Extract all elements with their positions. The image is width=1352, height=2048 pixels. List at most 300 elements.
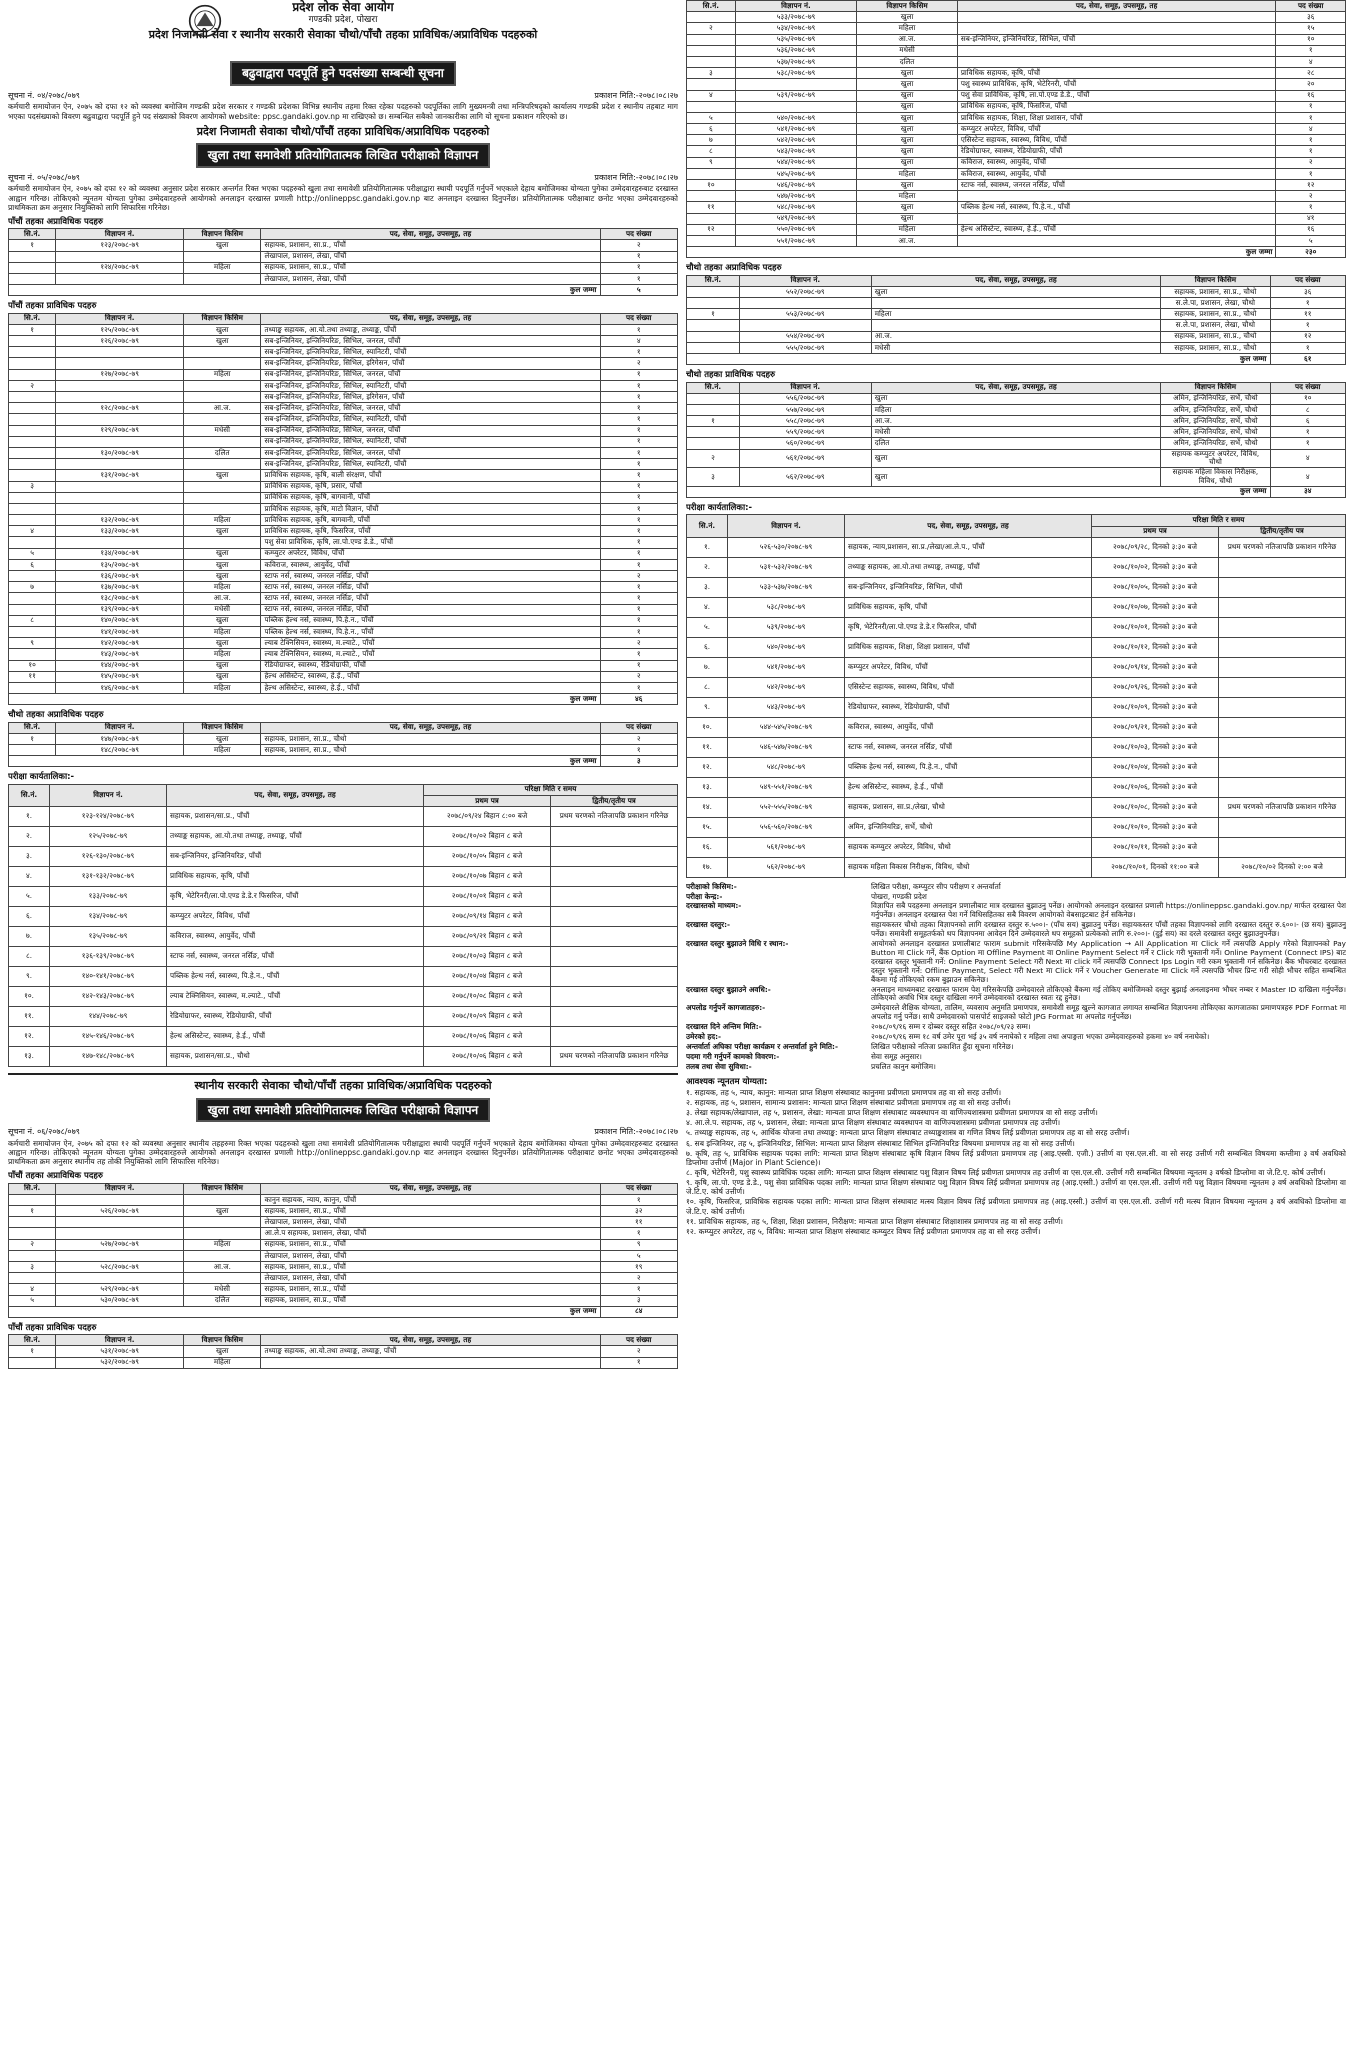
requirement-item: ११. प्राविधिक सहायक, तह ५, शिक्षा, शिक्षा प्रशासन, निरीक्षण: मान्यता प्राप्त शिक्षण संस्थाबाट शिक्षाशास्त्र प्रमाणपत्र तह वा सो सरह उत्तीर्ण।: [686, 1216, 1064, 1226]
table-cell: ५२६/२०७८-७९: [56, 1206, 184, 1217]
table-cell: तथ्याङ्क सहायक, आ.यो.तथा तथ्याङ्क, तथ्याङ्क, पाँचौं: [261, 324, 600, 335]
table-cell: २: [600, 1273, 678, 1284]
info-value: २०७८/०९/१६ सम्म १८ वर्ष उमेर पूरा भई ३५ वर्ष ननाघेको र महिला तथा अपाङ्गता भएका उम्मेदवारहरुको हकमा ४० वर्ष ननाघेको।: [871, 1031, 1210, 1041]
column-header: सि.नं.: [9, 229, 56, 240]
table-row: [687, 757, 1346, 777]
table-cell: ५३८/२०७८-७९: [728, 597, 845, 617]
table-row: [687, 617, 1346, 637]
table-row: [687, 45, 1346, 56]
table-cell: १४८/२०७८-७९: [56, 745, 184, 756]
table-cell: १: [600, 1284, 678, 1295]
table-row: [9, 1027, 678, 1047]
table-cell: प्रथम चरणको नतिजापछि प्रकाशन गरिनेछ: [1219, 797, 1346, 817]
table-cell: खुला: [857, 180, 958, 191]
table-cell: खुला: [871, 393, 1161, 404]
table-row: [9, 604, 678, 615]
info-key: दरखास्त दस्तुर:-: [686, 920, 731, 930]
table-cell: १३१/२०७८-७९: [56, 470, 184, 481]
table-cell: अमिन, इन्जिनियरिङ, सर्भे, चौथो: [1161, 438, 1270, 449]
table-cell: [56, 251, 184, 262]
table-cell: [9, 1273, 56, 1284]
table-cell: १०: [687, 180, 736, 191]
table-cell: [551, 1027, 678, 1047]
table-cell: ५५४/२०७८-७९: [739, 331, 871, 342]
requirement-item: ९. कृषि, ला.पो. एण्ड डे.डे., पशु सेवा प्राविधिक पदका लागि: मान्यता प्राप्त शिक्षण संस्थाबाट पशु विज्ञान विषय लिई प्रवीणता प्रमाणपत्र तह (आइ.एस्सी.) उत्तीर्ण वा एस.एल.सी. उत्तीर्ण गरी पशु विज्ञान विषयमा न्यूनतम ३ वर्ष अवधिको डिप्लोमा वा जे.टि.ए. कोर्ष उत्तीर्ण।: [686, 1178, 1346, 1197]
table-cell: हेल्थ असिस्टेन्ट, स्वास्थ्य, हे.ई., पाँचौं: [957, 224, 1276, 235]
table-cell: महिला: [184, 582, 261, 593]
table-cell: १: [9, 240, 56, 251]
table-cell: [9, 1250, 56, 1261]
table-cell: [184, 251, 261, 262]
table-cell: १: [1270, 438, 1346, 449]
table-cell: ४.: [9, 867, 50, 887]
table-cell: [184, 1228, 261, 1239]
table-row: [687, 101, 1346, 112]
table-label: चौथो तहका प्राविधिक पदहरु: [686, 370, 776, 381]
table-cell: [9, 369, 56, 380]
table-row: [687, 597, 1346, 617]
total-row: [687, 486, 1346, 497]
table-cell: ५.: [9, 887, 50, 907]
table-cell: [56, 481, 184, 492]
table-row: [687, 320, 1346, 331]
table-cell: [687, 34, 736, 45]
table-cell: १: [600, 1228, 678, 1239]
table-cell: प्राविधिक सहायक, शिक्षा, शिक्षा प्रशासन, पाँचौं: [845, 637, 1092, 657]
table-cell: २: [9, 1239, 56, 1250]
table-cell: २: [9, 380, 56, 391]
requirement-item: ७. कृषि, तह ५, प्राविधिक सहायक पदका लागि: मान्यता प्राप्त शिक्षण संस्थाबाट कृषि विज्ञान विषय लिई प्रवीणता प्रमाणपत्र तह (आइ.एस्सी. एजी.) उत्तीर्ण वा एस.एल.सी. वा सो सरह उत्तीर्ण गरी सम्बन्धित विषयमा कम्तीमा ३ वर्ष अवधिको डिप्लोमा उत्तीर्ण (Major in Plant Science)।: [686, 1148, 1346, 1167]
table-cell: ल्याब टेक्निसियन, स्वास्थ्य, म.ल्याटे., पाँचौं: [261, 649, 600, 660]
table-cell: सब-इन्जिनियर, इन्जिनियरिङ, सिभिल, पाँचौं: [957, 34, 1276, 45]
table-cell: ३: [600, 1295, 678, 1306]
table-cell: २०: [1276, 79, 1346, 90]
table-cell: १२: [687, 224, 736, 235]
table-cell: पशु सेवा प्राविधिक, कृषि, ला.पो.एण्ड डे.डे., पाँचौं: [261, 537, 600, 548]
table-cell: तथ्याङ्क सहायक, आ.यो.तथा तथ्याङ्क, तथ्याङ्क, पाँचौं: [845, 557, 1092, 577]
info-value: सेवा समूह अनुसार।: [871, 1051, 922, 1061]
table-cell: १: [600, 537, 678, 548]
table-cell: [184, 358, 261, 369]
vacancy-table: [8, 313, 678, 706]
table-cell: अमिन, इन्जिनियरिङ, सर्भे, चौथो: [1161, 404, 1270, 415]
table-cell: २.: [687, 557, 728, 577]
table-row: [687, 135, 1346, 146]
info-row: [686, 893, 1346, 902]
total-value: ६१: [1270, 353, 1346, 364]
table-row: [687, 697, 1346, 717]
table-cell: ४: [9, 526, 56, 537]
table-cell: हेल्थ असिस्टेन्ट, स्वास्थ्य, हे.ई., पाँचौं: [261, 671, 600, 682]
table-cell: खुला: [184, 526, 261, 537]
table-cell: [56, 1194, 184, 1205]
table-row: [687, 68, 1346, 79]
table-cell: १: [1276, 168, 1346, 179]
table-cell: २०७८/१०/०९ बिहान ८ बजे: [424, 1007, 551, 1027]
total-row: [687, 247, 1346, 258]
table-cell: १: [600, 470, 678, 481]
table-cell: खुला: [184, 240, 261, 251]
table-cell: २०७८/१०/०२ बिहान ८ बजे: [424, 827, 551, 847]
table-cell: [184, 414, 261, 425]
table-cell: सब-इन्जिनियर, इन्जिनियरिङ, सिभिल, जनरल, पाँचौं: [261, 403, 600, 414]
table-cell: [9, 571, 56, 582]
table-row: [687, 235, 1346, 246]
vacancy-table: [8, 228, 678, 296]
table-cell: कविराज, स्वास्थ्य, आयुर्वेद, पाँचौं: [957, 168, 1276, 179]
table-cell: २: [600, 733, 678, 744]
table-row: [9, 336, 678, 347]
table-cell: आ.ज.: [857, 235, 958, 246]
table-cell: [9, 336, 56, 347]
org-location: गण्डकी प्रदेश, पोखरा: [308, 14, 378, 25]
table-cell: १: [600, 273, 678, 284]
notice-number: सूचना नं. ०५/२०७८/०७९: [8, 172, 80, 182]
table-cell: ३२: [600, 1206, 678, 1217]
table-cell: १३६-१३९/२०७८-७९: [50, 947, 167, 967]
table-cell: सहायक, प्रशासन, सा.प्र./लेखा, चौथो: [845, 797, 1092, 817]
table-cell: २: [687, 23, 736, 34]
table-cell: ५: [600, 1250, 678, 1261]
table-cell: १४७/२०७८-७९: [56, 733, 184, 744]
table-cell: १२६-१३०/२०७८-७९: [50, 847, 167, 867]
table-row: [687, 857, 1346, 877]
requirement-item: १. सहायक, तह ५, न्याय, कानुन: मान्यता प्राप्त शिक्षण संस्थाबाट कानुनमा प्रवीणता प्रमाणपत्र तह वा सो सरह उत्तीर्ण।: [686, 1087, 1002, 1097]
table-cell: ५३९/२०७८-७९: [735, 90, 856, 101]
table-row: [9, 745, 678, 756]
table-cell: १: [600, 1194, 678, 1205]
table-cell: १: [1270, 298, 1346, 309]
info-key: दरखास्त दस्तुर बुझाउने विधि र स्थान:-: [686, 939, 789, 949]
table-cell: १.: [9, 807, 50, 827]
table-cell: खुला: [857, 68, 958, 79]
table-cell: १: [600, 526, 678, 537]
table-label: पाँचौं तहका अप्राविधिक पदहरु: [8, 1171, 103, 1182]
table-cell: ६.: [9, 907, 50, 927]
table-cell: [1219, 637, 1346, 657]
table-cell: प्राविधिक सहायक, कृषि, प्रसार, पाँचौं: [261, 481, 600, 492]
table-cell: १: [600, 262, 678, 273]
table-row: [687, 286, 1346, 297]
table-cell: [184, 492, 261, 503]
table-cell: ९: [600, 1239, 678, 1250]
table-cell: पब्लिक हेल्थ नर्स, स्वास्थ्य, पि.हे.न., पाँचौं: [261, 626, 600, 637]
notice-number: सूचना नं. ०६/२०७८/०७९: [8, 1127, 80, 1137]
table-cell: २०७८/१०/०५ बिहान ८ बजे: [424, 847, 551, 867]
total-row: [9, 756, 678, 767]
table-cell: [184, 380, 261, 391]
column-header: पद संख्या: [600, 229, 678, 240]
table-cell: २०७८/०९/२१, दिनको ३:३० बजे: [1092, 717, 1219, 737]
column-header: विज्ञापन किसिम: [857, 1, 958, 12]
info-key: अन्तर्वार्ता अघिका परीक्षा कार्यक्रम र अन्तर्वार्ता हुने मिति:-: [686, 1041, 838, 1051]
table-cell: कृषि, भेटेरिनरी/ला.पो.एण्ड डे.डे.र फिसरिज, पाँचौं: [167, 887, 424, 907]
table-row: [687, 557, 1346, 577]
table-row: [9, 1295, 678, 1306]
table-cell: खुला: [857, 213, 958, 224]
table-cell: [9, 1228, 56, 1239]
table-cell: तथ्याङ्क सहायक, आ.यो.तथा तथ्याङ्क, तथ्याङ्क, पाँचौं: [167, 827, 424, 847]
table-cell: महिला: [857, 191, 958, 202]
column-header: पद, सेवा, समूह, उपसमूह, तह: [871, 275, 1161, 286]
table-cell: १४२/२०७८-७९: [56, 638, 184, 649]
total-label: कुल जम्मा: [9, 1306, 601, 1317]
table-cell: एसिस्टेन्ट सहायक, स्वास्थ्य, विविध, पाँचौं: [845, 677, 1092, 697]
table-cell: सब-इन्जिनियर, इन्जिनियरिङ, सिभिल, स्यानिटरी, पाँचौं: [261, 459, 600, 470]
table-cell: खुला: [871, 449, 1161, 468]
table-cell: पब्लिक हेल्थ नर्स, स्वास्थ्य, पि.हे.न., पाँचौं: [167, 967, 424, 987]
table-cell: सहायक, प्रशासन, सा.प्र., पाँचौं: [261, 1295, 600, 1306]
table-row: [9, 1217, 678, 1228]
table-cell: [9, 403, 56, 414]
table-row: [9, 1239, 678, 1250]
table-cell: ५४३/२०७८-७९: [735, 146, 856, 157]
table-cell: १०.: [687, 717, 728, 737]
right-column: [686, 0, 1346, 2048]
requirement-item: ६. सब इन्जिनियर, तह ५, इन्जिनियरिङ, सिभिल: मान्यता प्राप्त शिक्षण संस्थाबाट सिभिल इन्जिनियरिङ विषयमा प्रमाणपत्र तह वा सो सरह उत्तीर्ण।: [686, 1138, 1075, 1148]
table-cell: [957, 213, 1276, 224]
table-row: [9, 358, 678, 369]
table-cell: ३: [9, 481, 56, 492]
table-cell: कविराज, स्वास्थ्य, आयुर्वेद, पाँचौं: [261, 559, 600, 570]
table-cell: कृषि, भेटेरिनरी/ला.पो.एण्ड डे.डे.र फिसरिज, पाँचौं: [845, 617, 1092, 637]
info-value: आयोगको अनलाइन दरखास्त प्रणालीबाट फाराम submit गरिसकेपछि My Application → All Application मा Click गर्ने त्यसपछि Apply गरेको विज्ञापनको Pay Button मा Click गर्ने, बैंक Option मा Offline Payment वा Online Payment Select गर्ने र Click गरी भुक्तानी गर्ने। Online Payment (Connect IPS) बाट दरखास्त दस्तुर भुक्तानी गर्ने: Online Payment Select गरी Next मा click गर्ने त्यसपछि Connect Ips Login गरी रकम भुक्तानी गर्न सकिनेछ। बैंक भौचरबाट दरखास्त दस्तुर भुक्तानी गर्ने: Offline Payment, Select गरी Next मा Click गर्ने र Voucher Generate मा Click गर्ने त्यसपछि भौचर प्रिन्ट गरी सोही भौचर सहित सम्बन्धित बैंकमा गई तोकिएको रकम बुझाउन सकिनेछ।: [871, 939, 1346, 984]
table-cell: २०७८/१०/०६ बिहान ८ बजे: [424, 1027, 551, 1047]
table-cell: हेल्थ असिस्टेन्ट, स्वास्थ्य, हे.ई., पाँचौं: [167, 1027, 424, 1047]
table-cell: ५३९/२०७८-७९: [728, 617, 845, 637]
table-cell: [687, 286, 740, 297]
table-cell: पशु स्वास्थ्य प्राविधिक, कृषि, भेटेरिनरी, पाँचौं: [957, 79, 1276, 90]
table-cell: ३.: [687, 577, 728, 597]
info-value: २०७८/०९/१६ सम्म र दोब्बर दस्तुर सहित २०७८/०९/२३ सम्म।: [871, 1022, 1031, 1032]
column-header: विज्ञापन किसिम: [1161, 275, 1270, 286]
table-cell: १: [600, 414, 678, 425]
table-cell: २०७८/०९/२६, दिनको ३:३० बजे: [1092, 677, 1219, 697]
table-row: [687, 213, 1346, 224]
table-cell: १२३/२०७८-७९: [56, 240, 184, 251]
notice-number: सूचना नं. ०४/२०७८/०७९: [8, 90, 80, 100]
table-row: [9, 447, 678, 458]
schedule-label: परीक्षा कार्यतालिका:-: [8, 772, 75, 783]
column-header: पद, सेवा, समूह, उपसमूह, तह: [957, 1, 1276, 12]
table-row: [687, 180, 1346, 191]
column-header: पद, सेवा, समूह, उपसमूह, तह: [261, 1335, 600, 1346]
table-row: [687, 717, 1346, 737]
table-cell: [739, 298, 871, 309]
table-row: [9, 1228, 678, 1239]
table-cell: [551, 827, 678, 847]
table-cell: मधेसी: [871, 342, 1161, 353]
info-row: [686, 940, 1346, 984]
table-cell: २०७८/१०/०२ दिनको २:०० बजे: [1219, 857, 1346, 877]
table-cell: ५४५/२०७८-७९: [735, 168, 856, 179]
table-cell: २०७८/१०/०९, दिनको ३:३० बजे: [1092, 697, 1219, 717]
table-cell: ११.: [9, 1007, 50, 1027]
table-cell: महिला: [184, 1239, 261, 1250]
table-row: [9, 947, 678, 967]
column-header: पद, सेवा, समूह, उपसमूह, तह: [261, 722, 600, 733]
total-value: ३: [600, 756, 678, 767]
table-cell: खुला: [184, 1346, 261, 1357]
table-row: [687, 817, 1346, 837]
table-cell: ३: [687, 468, 740, 487]
table-row: [687, 146, 1346, 157]
table-cell: खुला: [857, 79, 958, 90]
table-cell: ५६२/२०७८-७९: [739, 468, 871, 487]
table-cell: ५३४/२०७८-७९: [735, 23, 856, 34]
advertisement-banner: खुला तथा समावेशी प्रतियोगितात्मक लिखित परीक्षाको विज्ञापन: [196, 143, 490, 168]
table-row: [687, 124, 1346, 135]
table-cell: १६.: [687, 837, 728, 857]
table-cell: सब-इन्जिनियर, इन्जिनियरिङ, सिभिल, जनरल, पाँचौं: [261, 369, 600, 380]
table-cell: [184, 273, 261, 284]
table-cell: ३.: [9, 847, 50, 867]
total-value: ५: [600, 285, 678, 296]
table-row: [9, 987, 678, 1007]
table-row: [9, 251, 678, 262]
table-cell: २: [600, 1346, 678, 1357]
table-cell: ८: [9, 615, 56, 626]
table-cell: सहायक कम्प्युटर अपरेटर, विविध, चौथो: [845, 837, 1092, 857]
table-cell: ६: [9, 559, 56, 570]
table-row: [687, 34, 1346, 45]
page-header: [8, 0, 678, 58]
table-cell: ७: [687, 135, 736, 146]
info-key: पदमा गरी गर्नुपर्ने कामको विवरण:-: [686, 1051, 780, 1061]
table-row: [687, 837, 1346, 857]
table-cell: पशु सेवा प्राविधिक, कृषि, ला.पो.एण्ड डे.डे., पाँचौं: [957, 90, 1276, 101]
table-cell: ५३५/२०७८-७९: [735, 34, 856, 45]
requirement-item: २. सहायक, तह ५, प्रशासन, सामान्य प्रशासन: मान्यता प्राप्त शिक्षण संस्थाबाट प्रवीणता प्रमाणपत्र तह वा सो सरह उत्तीर्ण।: [686, 1098, 1011, 1108]
table-cell: [184, 537, 261, 548]
table-cell: [957, 45, 1276, 56]
table-cell: ५५५/२०७८-७९: [739, 342, 871, 353]
table-row: [9, 887, 678, 907]
table-cell: कम्प्युटर अपरेटर, विविध, पाँचौं: [957, 124, 1276, 135]
table-cell: ९: [687, 157, 736, 168]
table-cell: सब-इन्जिनियर, इन्जिनियरिङ, सिभिल, जनरल, पाँचौं: [261, 336, 600, 347]
table-cell: [871, 320, 1161, 331]
table-cell: [687, 79, 736, 90]
table-cell: सब-इन्जिनियर, इन्जिनियरिङ, सिभिल, इरिगेसन, पाँचौं: [261, 392, 600, 403]
table-cell: १: [600, 515, 678, 526]
table-cell: ५: [9, 548, 56, 559]
table-row: [9, 682, 678, 693]
table-cell: १६: [1276, 90, 1346, 101]
table-row: [9, 660, 678, 671]
table-cell: ८: [687, 146, 736, 157]
column-header: पद संख्या: [1270, 382, 1346, 393]
table-row: [687, 637, 1346, 657]
table-cell: ६.: [687, 637, 728, 657]
table-cell: १४७-१४८/२०७८-७९: [50, 1047, 167, 1067]
table-cell: दलित: [857, 56, 958, 67]
table-cell: ५.: [687, 617, 728, 637]
exam-schedule-table: [8, 784, 678, 1067]
table-cell: १७.: [687, 857, 728, 877]
table-row: [9, 1284, 678, 1295]
table-cell: १०: [1276, 34, 1346, 45]
table-row: [687, 342, 1346, 353]
table-cell: स्टाफ नर्स, स्वास्थ्य, जनरल नर्सिङ, पाँचौं: [957, 180, 1276, 191]
table-cell: ५४८/२०७८-७९: [728, 757, 845, 777]
table-cell: ५: [687, 112, 736, 123]
table-cell: १४१/२०७८-७९: [56, 626, 184, 637]
table-label: पाँचौं तहका अप्राविधिक पदहरु: [8, 216, 103, 227]
table-cell: १.: [687, 537, 728, 557]
table-cell: १६: [1276, 224, 1346, 235]
table-cell: खुला: [184, 559, 261, 570]
table-cell: १५: [1276, 23, 1346, 34]
table-cell: सहायक, प्रशासन, सा.प्र., चौथो: [1161, 331, 1270, 342]
table-cell: मधेसी: [871, 427, 1161, 438]
table-cell: १: [600, 347, 678, 358]
table-cell: स्टाफ नर्स, स्वास्थ्य, जनरल नर्सिङ, पाँचौं: [261, 571, 600, 582]
info-value: पोखरा, गण्डकी प्रदेश: [871, 891, 927, 901]
table-cell: [56, 380, 184, 391]
table-cell: एसिस्टेन्ट सहायक, स्वास्थ्य, विविध, पाँचौं: [957, 135, 1276, 146]
table-cell: ५५०/२०७८-७९: [735, 224, 856, 235]
table-cell: ५४९-५५१/२०७८-७९: [728, 777, 845, 797]
vacancy-table: [8, 722, 678, 768]
table-cell: १: [600, 548, 678, 559]
table-cell: सहायक, प्रशासन, सा.प्र., पाँचौं: [261, 1239, 600, 1250]
table-cell: १३४/२०७८-७९: [50, 907, 167, 927]
table-cell: [9, 626, 56, 637]
column-header: विज्ञापन नं.: [739, 275, 871, 286]
table-cell: ५५३/२०७८-७९: [739, 309, 871, 320]
table-row: [687, 331, 1346, 342]
table-cell: [1219, 777, 1346, 797]
table-cell: दलित: [871, 438, 1161, 449]
table-cell: ५४६/२०७८-७९: [735, 180, 856, 191]
table-cell: १३२/२०७८-७९: [56, 515, 184, 526]
table-cell: [184, 392, 261, 403]
table-cell: [9, 593, 56, 604]
column-header: पद, सेवा, समूह, उपसमूह, तह: [261, 1183, 600, 1194]
table-row: [9, 537, 678, 548]
table-row: [9, 1206, 678, 1217]
column-header: सि.नं.: [9, 1335, 56, 1346]
table-cell: २: [600, 358, 678, 369]
table-cell: १२: [1270, 331, 1346, 342]
table-cell: १२९/२०७८-७९: [56, 425, 184, 436]
table-cell: १: [600, 626, 678, 637]
table-cell: २०७८/१०/०८, दिनको ३:३० बजे: [1092, 797, 1219, 817]
table-cell: सब-इन्जिनियर, इन्जिनियरिङ, सिभिल, स्यानिटरी, पाँचौं: [261, 414, 600, 425]
requirements-title: आवश्यक न्यूनतम योग्यता:: [686, 1076, 768, 1087]
column-header: पद, सेवा, समूह, उपसमूह, तह: [871, 382, 1161, 393]
table-cell: ४: [600, 336, 678, 347]
table-cell: [184, 481, 261, 492]
table-row: [9, 671, 678, 682]
table-cell: [551, 987, 678, 1007]
table-cell: १३५/२०७८-७९: [50, 927, 167, 947]
table-cell: २०७८/०९/१४, दिनको ३:३० बजे: [1092, 657, 1219, 677]
table-cell: [9, 358, 56, 369]
column-header: प्रथम पत्र: [1092, 526, 1219, 537]
table-cell: [9, 447, 56, 458]
table-cell: दलित: [184, 447, 261, 458]
table-cell: [551, 847, 678, 867]
table-cell: [1219, 717, 1346, 737]
table-cell: मधेसी: [184, 604, 261, 615]
info-row: [686, 1023, 1346, 1032]
column-header: विज्ञापन किसिम: [184, 722, 261, 733]
table-row: [9, 1357, 678, 1368]
info-value: सहायकस्तर चौथो तहका विज्ञापनको लागि दरखास्त दस्तुर रु.५००।- (पाँच सय) बुझाउनु पर्नेछ। सहायकस्तर पाँचौं तहका विज्ञापनको लागि दरखास्त दस्तुर रु.६००।- (छ सय) बुझाउनु पर्नेछ। समावेशी समूहतर्फको थप विज्ञापनमा आवेदन दिने उम्मेदवारले थप समूहको प्रत्येकको लागि रु.२००।- (दुई सय) का दरले दरखास्त दस्तुर बुझाउनुपर्नेछ।: [871, 920, 1346, 939]
table-cell: रेडियोग्राफर, स्वास्थ्य, रेडियोग्राफी, पाँचौं: [957, 146, 1276, 157]
